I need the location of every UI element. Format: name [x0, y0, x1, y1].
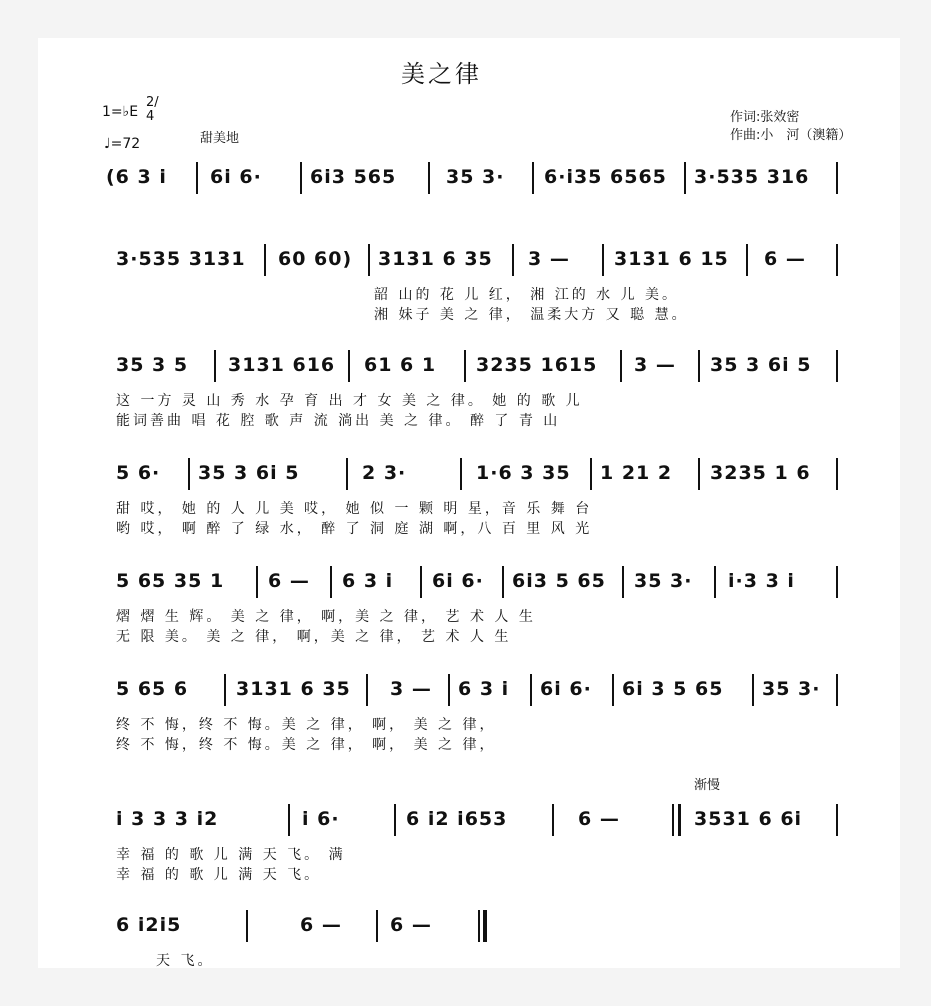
barline	[264, 244, 266, 276]
barline	[552, 804, 554, 836]
measure: i 6·	[302, 808, 340, 830]
measure: 6i 6·	[432, 570, 484, 592]
repeat-barline	[672, 804, 674, 836]
barline	[256, 566, 258, 598]
measure: 35 3·	[762, 678, 821, 700]
barline	[448, 674, 450, 706]
measure: 6i 6·	[540, 678, 592, 700]
barline	[346, 458, 348, 490]
lyric-line: 熠 熠 生 辉。 美 之 律， 啊，美 之 律， 艺 术 人 生	[116, 609, 536, 625]
measure: 35 3 6i 5	[198, 462, 300, 484]
barline	[502, 566, 504, 598]
measure: 3235 1 6	[710, 462, 811, 484]
measure: i 3 3 3 i2	[116, 808, 219, 830]
barline	[752, 674, 754, 706]
measure: 6 3 i	[342, 570, 394, 592]
time-signature: 2/4	[146, 95, 159, 124]
final-barline	[478, 910, 480, 942]
measure: 1·6 3 35	[476, 462, 571, 484]
barline	[612, 674, 614, 706]
measure: 3131 6 15	[614, 248, 729, 270]
lyric-line: 无 限 美。 美 之 律， 啊，美 之 律， 艺 术 人 生	[116, 629, 512, 645]
barline	[394, 804, 396, 836]
barline	[348, 350, 350, 382]
final-barline	[483, 910, 487, 942]
barline	[188, 458, 190, 490]
measure: 6 —	[578, 808, 620, 830]
barline	[602, 244, 604, 276]
measure: 6 —	[268, 570, 310, 592]
measure: 3131 616	[228, 354, 336, 376]
lyric-line: 终 不 悔，终 不 悔。美 之 律， 啊， 美 之 律，	[116, 717, 497, 733]
barline	[428, 162, 430, 194]
tempo-marking: ♩=72	[104, 136, 141, 152]
barline	[420, 566, 422, 598]
measure: 6 i2 i653	[406, 808, 508, 830]
measure: 6 3 i	[458, 678, 510, 700]
barline	[590, 458, 592, 490]
lyric-line: 韶 山的 花 儿 红， 湘 江的 水 儿 美。	[374, 287, 680, 303]
measure: (6 3 i	[106, 166, 167, 188]
measure: 3·535 316	[694, 166, 810, 188]
repeat-barline	[678, 804, 681, 836]
measure: 60 60)	[278, 248, 353, 270]
barline	[368, 244, 370, 276]
lyric-line: 这 一方 灵 山 秀 水 孕 育 出 才 女 美 之 律。 她 的 歌 儿	[116, 393, 583, 409]
measure: i·3 3 i	[728, 570, 795, 592]
measure: 3531 6 6i	[694, 808, 803, 830]
barline	[836, 804, 838, 836]
barline	[512, 244, 514, 276]
barline	[224, 674, 226, 706]
score-sheet	[38, 38, 900, 968]
measure: 3131 6 35	[378, 248, 493, 270]
barline	[836, 458, 838, 490]
measure: 5 65 6	[116, 678, 189, 700]
lyric-line: 湘 妹子 美 之 律， 温柔大方 又 聪 慧。	[374, 307, 689, 323]
measure: 6 i2i5	[116, 914, 182, 936]
barline	[836, 162, 838, 194]
measure: 5 65 35 1	[116, 570, 225, 592]
lyric-line: 甜 哎， 她 的 人 儿 美 哎， 她 似 一 颗 明 星，音 乐 舞 台	[116, 501, 593, 517]
barline	[376, 910, 378, 942]
barline	[622, 566, 624, 598]
barline	[684, 162, 686, 194]
lyric-line: 终 不 悔，终 不 悔。美 之 律， 啊， 美 之 律，	[116, 737, 497, 753]
lyric-line: 哟 哎， 啊 醉 了 绿 水， 醉 了 洞 庭 湖 啊，八 百 里 风 光	[116, 521, 593, 537]
barline	[288, 804, 290, 836]
barline	[214, 350, 216, 382]
measure: 35 3 6i 5	[710, 354, 812, 376]
measure: 35 3·	[634, 570, 693, 592]
lyric-line: 幸 福 的 歌 儿 满 天 飞。 满	[116, 847, 346, 863]
measure: 6·i35 6565	[544, 166, 667, 188]
composer-credit: 作曲:小 河（澳籍）	[730, 128, 852, 143]
barline	[196, 162, 198, 194]
barline	[464, 350, 466, 382]
tempo-change-mark: 渐慢	[694, 778, 721, 793]
barline	[836, 674, 838, 706]
measure: 3131 6 35	[236, 678, 351, 700]
measure: 61 6 1	[364, 354, 437, 376]
lyric-line: 天 飞。	[156, 953, 215, 969]
barline	[366, 674, 368, 706]
barline	[714, 566, 716, 598]
measure: 3 —	[528, 248, 570, 270]
measure: 6i3 5 65	[512, 570, 606, 592]
lyric-line: 幸 福 的 歌 儿 满 天 飞。	[116, 867, 322, 883]
lyricist-credit: 作词:张效密	[730, 110, 800, 125]
measure: 3 —	[634, 354, 676, 376]
barline	[330, 566, 332, 598]
key-signature: 1=♭E	[102, 104, 139, 120]
measure: 35 3·	[446, 166, 505, 188]
expression-marking: 甜美地	[200, 131, 240, 146]
barline	[530, 674, 532, 706]
measure: 6 —	[300, 914, 342, 936]
barline	[698, 350, 700, 382]
song-title: 美之律	[401, 60, 482, 88]
barline	[246, 910, 248, 942]
measure: 5 6·	[116, 462, 161, 484]
measure: 35 3 5	[116, 354, 189, 376]
measure: 6 —	[764, 248, 806, 270]
barline	[698, 458, 700, 490]
barline	[836, 244, 838, 276]
barline	[620, 350, 622, 382]
barline	[532, 162, 534, 194]
measure: 3 —	[390, 678, 432, 700]
measure: 6 —	[390, 914, 432, 936]
measure: 1 21 2	[600, 462, 673, 484]
barline	[836, 350, 838, 382]
barline	[746, 244, 748, 276]
measure: 6i3 565	[310, 166, 397, 188]
measure: 6i 6·	[210, 166, 262, 188]
measure: 3·535 3131	[116, 248, 246, 270]
measure: 3235 1615	[476, 354, 598, 376]
measure: 2 3·	[362, 462, 407, 484]
barline	[300, 162, 302, 194]
barline	[836, 566, 838, 598]
barline	[460, 458, 462, 490]
lyric-line: 能词善曲 唱 花 腔 歌 声 流 淌出 美 之 律。 醉 了 青 山	[116, 413, 561, 429]
measure: 6i 3 5 65	[622, 678, 724, 700]
